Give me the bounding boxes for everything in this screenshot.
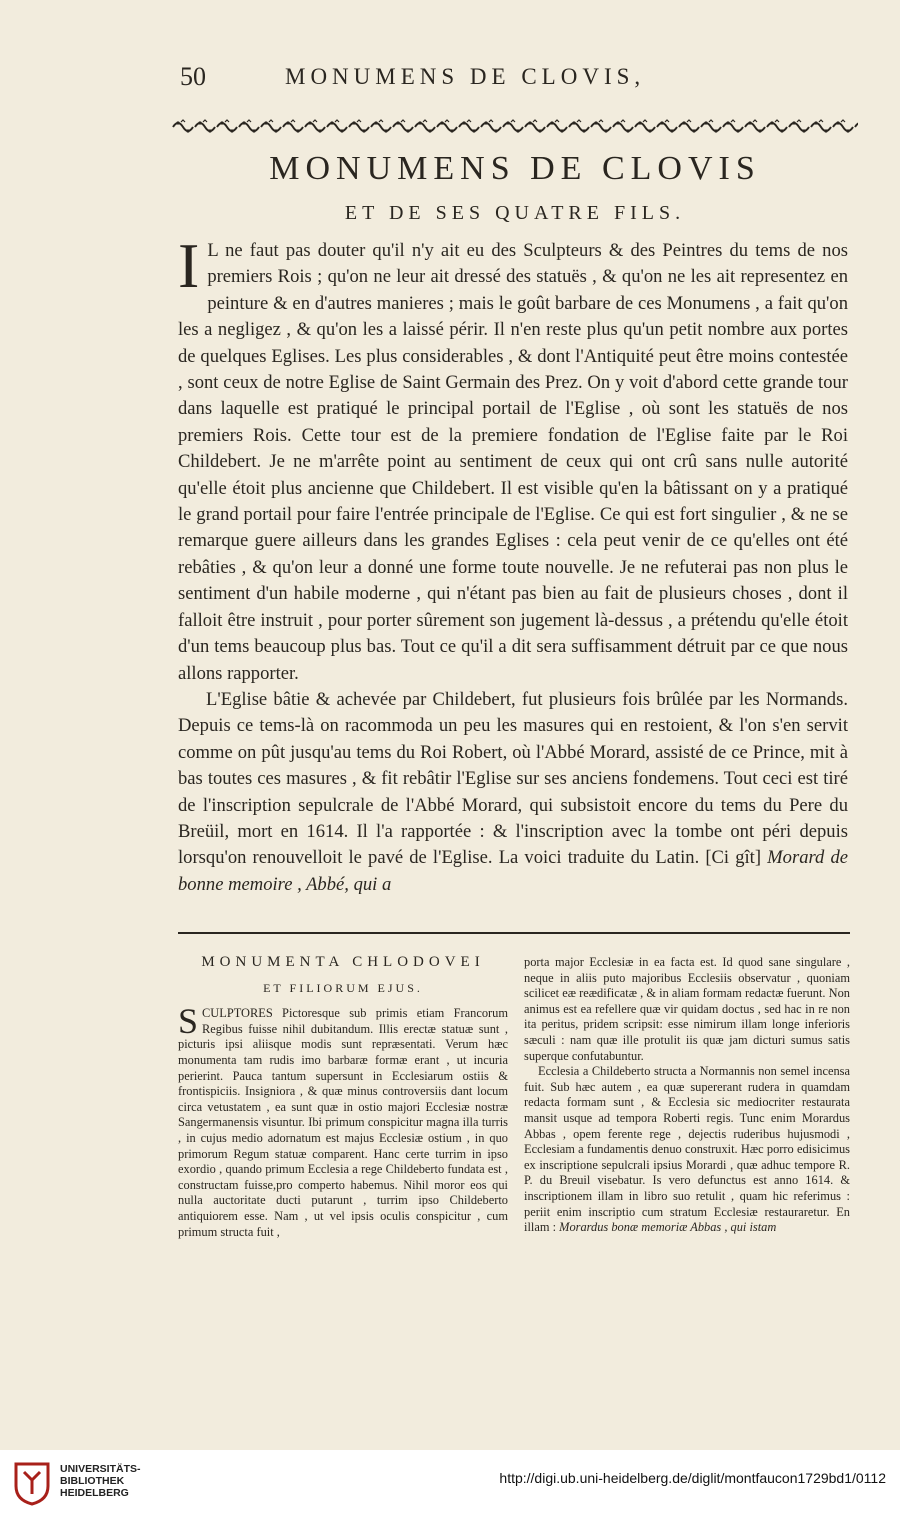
french-paragraph-2: [178, 687, 848, 898]
latin-left-column: [178, 955, 508, 1240]
latin-left-text: CULPTORES Pictoresque sub primis etiam Francorum Regibus fuisse nihil dubitandum. Illis erectæ statuæ sunt , picturis ipsi aliisque modis sunt repræsentati. Verum hæc monumenta tam rudis imo barbaræ formæ erant , ut incuria perierint. Pauca tantum supersunt in Ecclesiarum ostiis & frontispiciis. Insigniora , & quæ minus controversiis dant locum circa vetustatem , ea sunt quæ in ostio majori Ecclesiæ nostræ Sangermanensis visuntur. Ibi primum conspicitur magna illa turris , in cujus medio adornatum est majus Ecclesiæ ostium , in quo primorum Regum statuæ comparent. Hanc certe turrim in ipso exordio , quando primum Ecclesia a rege Childeberto fundata est , constructam fuisse,pro comperto habemus. Nihil moror eos qui nulla auctoritate ducti putarunt , turrim ipso Childeberto antiquiorem esse. Nam , ut vel ipsis oculis conspicitur , cum primum structa fuit ,: [178, 1006, 508, 1239]
ornament-band: [172, 118, 858, 136]
library-name: [60, 1463, 141, 1499]
latin-right-paragraph-1: porta major Ecclesiæ in ea facta est. Id quod sane singulare , neque in aliis puto majoribus Ecclesiis observatur , quoniam scilicet eæ reædificatæ , & in aliam formam redactæ fuerunt. Non animus est ea refellere quæ vir quidam doctus , sed hac in re non ita peritus, pridem scripsit: esse nimirum illam longe inferioris sæculi : nam quæ ille protulit iis quæ jam dicturi sumus satis superque confutabuntur.: [524, 955, 850, 1063]
latin-right-paragraph-2: [524, 1064, 850, 1236]
paragraph-2-italic: Morard de bonne memoire , Abbé, qui a: [178, 847, 849, 895]
university-seal-icon: [12, 1460, 52, 1506]
drop-cap: I: [178, 230, 200, 301]
library-line-2: BIBLIOTHEK: [60, 1475, 125, 1487]
french-paragraph-1: [178, 230, 848, 687]
paragraph-1-text: L ne faut pas douter qu'il n'y ait eu des Sculpteurs & des Peintres du tems de nos premiers Rois ; qu'on ne leur ait dressé des statuës , & qu'on ne les ait representez en peinture & en d'autres manieres ; mais le goût barbare de ces Monumens , a fait qu'on les a negligez , & qu'on les a laissé périr. Il n'en reste plus qu'un petit nombre aux portes de quelques Eglises. Les plus considerables , & dont l'Antiquité peut être moins contestée , sont ceux de notre Eglise de Saint Germain des Prez. On y voit d'abord cette grande tour dans laquelle est pratiqué le principal portail de l'Eglise , où sont les statuës de nos premiers Rois. Cette tour est de la premiere fondation de l'Eglise faite par le Roi Childebert. Je ne m'arrête point au sentiment de ceux qui ont crû sans nulle autorité qu'elle étoit plus ancienne que Childebert. Il est visible qu'en la bâtissant on y a pratiqué le grand portail pour faire l'entrée principale de l'Eglise. Ce qui est fort singulier , & ne se remarque guere ailleurs dans les grandes Eglises : cela peut venir de ce qu'elles ont été rebâties , & qu'on leur a donné une forme toute nouvelle. Je ne refuterai pas non plus le sentiment d'un habile moderne , qui n'étant pas bien au fait de plusieurs choses , dont il falloit être instruit , pour porter sûrement son jugement là-dessus , a prétendu qu'elle étoit d'un tems beaucoup plus bas. Tout ce qu'il a dit sera suffisamment détruit par ce que nous allons rapporter.: [178, 240, 848, 684]
paragraph-2-text: L'Eglise bâtie & achevée par Childebert, fut plusieurs fois brûlée par les Normands. Depuis ce tems-là on racommoda un peu les masures qui en restoient, & l'on s'en servit comme on pût jusqu'au tems du Roi Robert, où l'Abbé Morard, assisté de ce Prince, mit à bas toutes ces masures , & fit rebâtir l'Eglise sur ses anciens fondemens. Tout ceci est tiré de l'inscription sepulcrale de l'Abbé Morard, qui subsistoit encore du tems du Pere du Breüil, mort en 1614. Il l'a rapportée : & l'inscription avec la tombe ont péri depuis lorsqu'on renouvelloit le pavé de l'Eglise. La voici traduite du Latin. [Ci gît]: [178, 688, 848, 869]
page-number: 50: [180, 62, 206, 91]
french-text: [178, 230, 849, 898]
latin-subtitle: ET FILIORUM EJUS.: [263, 980, 423, 995]
latin-title: MONUMENTA CHLODOVEI: [201, 954, 485, 970]
latin-drop-cap: S: [178, 1001, 199, 1042]
chapter-title: MONUMENS DE CLOVIS: [269, 150, 761, 187]
running-title: MONUMENS DE CLOVIS,: [285, 64, 646, 89]
latin-right-italic: Morardus bonæ memoriæ Abbas , qui istam: [559, 1220, 777, 1235]
chapter-subtitle: ET DE SES QUATRE FILS.: [344, 202, 686, 224]
latin-left-paragraph: [178, 1001, 508, 1240]
digitization-footer: [0, 1450, 900, 1517]
source-url-link[interactable]: http://digi.ub.uni-heidelberg.de/diglit/montfaucon1729bd1/0112: [499, 1470, 886, 1486]
column-divider-rule: [178, 932, 850, 934]
library-line-3: HEIDELBERG: [60, 1487, 129, 1499]
latin-right-column: [524, 955, 850, 1236]
running-head: [180, 62, 850, 92]
library-line-1: UNIVERSITÄTS-: [60, 1463, 141, 1475]
latin-right-text: Ecclesia a Childeberto structa a Normannis non semel incensa fuit. Sub hæc autem , ea quæ supererant rudera in quamdam redacta formam sunt , & Ecclesia sic mediocriter restaurata mansit usque ad tempora Roberti regis. Tunc enim Morardus Abbas , opem ferente rege , dejectis ruderibus hujusmodi , Ecclesiam a fundamentis denuo construxit. Hæc porro edisicimus ex inscriptione sepulcrali ipsius Morardi , quæ adhuc tempore R. P. du Breuil visebatur. Is vero defunctus est anno 1614. & inscriptionem illam in libro suo retulit , quam hic referimus : periit enim inscriptio cum stratum Ecclesiæ restauraretur. En illam :: [524, 1064, 850, 1235]
